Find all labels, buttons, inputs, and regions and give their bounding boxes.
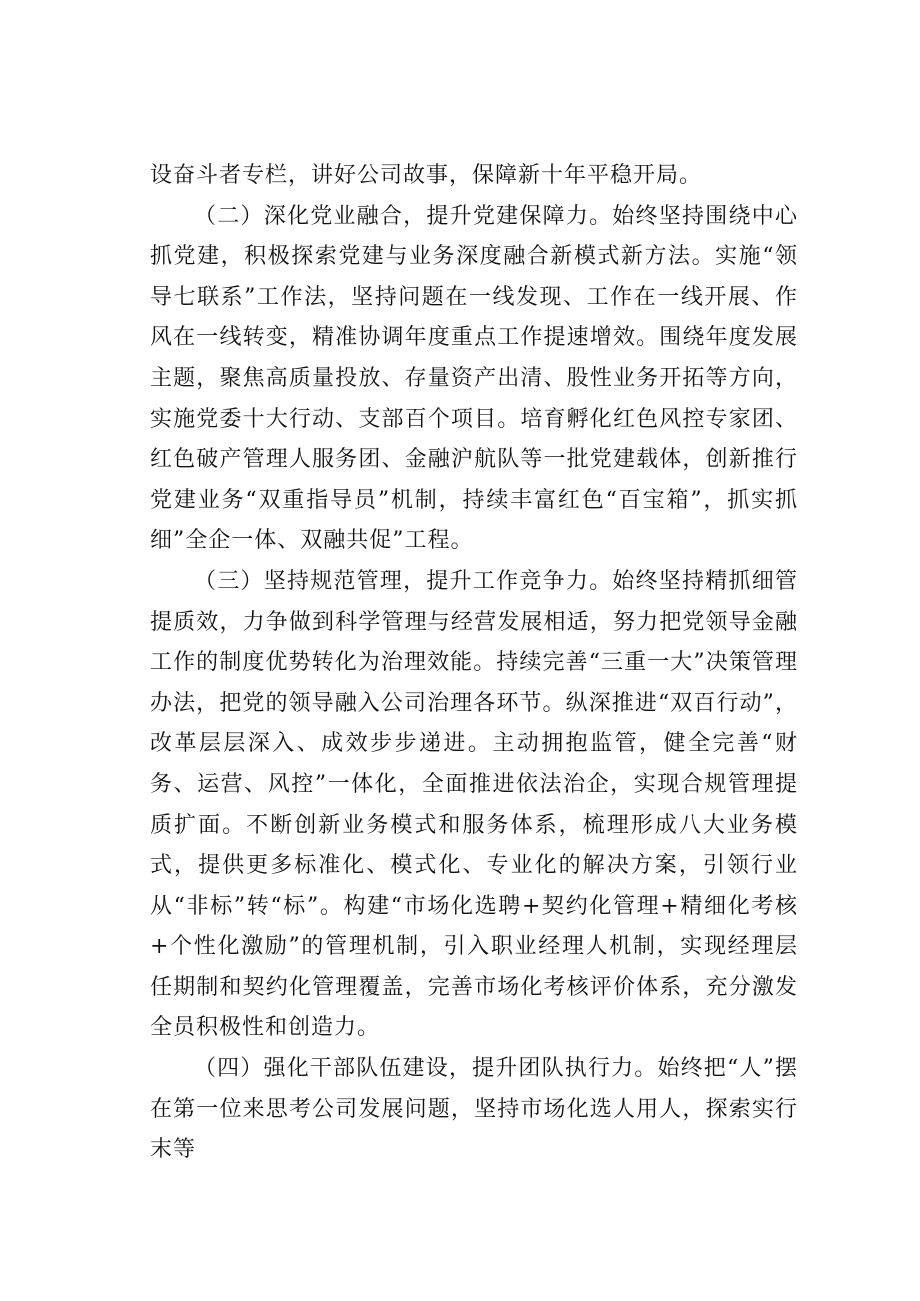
document-body bbox=[150, 156, 798, 1171]
paragraph-continuation: 设奋斗者专栏，讲好公司故事，保障新十年平稳开局。 bbox=[150, 163, 703, 188]
paragraph-section-2: （二）深化党业融合，提升党建保障力。始终坚持围绕中心抓党建，积极探索党建与业务深度融合新模式新方法。实施“领导七联系”工作法，坚持问题在一线发现、工作在一线开展、作风在一线转变，精准协调年度重点工作提速增效。围绕年度发展主题，聚焦高质量投放、存量资产出清、股性业务开拓等方向，实施党委十大行动、支部百个项目。培育孵化红色风控专家团、红色破产管理人服务团、金融沪航队等一批党建载体，创新推行党建业务“双重指导员”机制，持续丰富红色“百宝箱”，抓实抓细”全企一体、双融共促”工程。 bbox=[150, 203, 798, 554]
paragraph-section-3: （三）坚持规范管理，提升工作竞争力。始终坚持精抓细管提质效，力争做到科学管理与经营发展相适，努力把党领导金融工作的制度优势转化为治理效能。持续完善“三重一大”决策管理办法，把党的领导融入公司治理各环节。纵深推进“双百行动”，改革层层深入、成效步步递进。主动拥抱监管，健全完善“财务、运营、风控”一体化，全面推进依法治企，实现合规管理提质扩面。不断创新业务模式和服务体系，梳理形成八大业务模式，提供更多标准化、模式化、专业化的解决方案，引领行业从“非标”转“标”。构建“市场化选聘+契约化管理+精细化考核+个性化激励”的管理机制，引入职业经理人机制，实现经理层任期制和契约化管理覆盖，完善市场化考核评价体系，充分激发全员积极性和创造力。 bbox=[150, 568, 798, 1041]
paragraph-section-4: （四）强化干部队伍建设，提升团队执行力。始终把“人”摆在第一位来思考公司发展问题，坚持市场化选人用人，探索实行末等 bbox=[150, 1056, 798, 1163]
